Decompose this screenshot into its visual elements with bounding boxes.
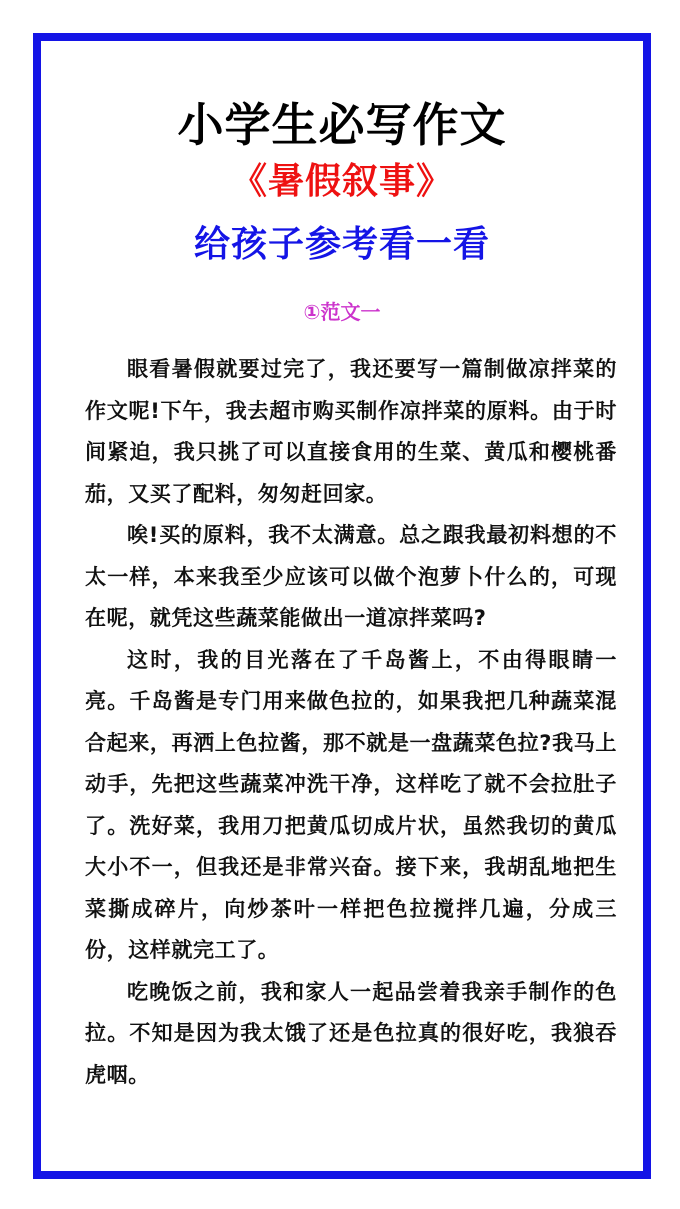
- sample-essay-label: ①范文一: [303, 300, 381, 324]
- essay-paragraph: 唉!买的原料，我不太满意。总之跟我最初料想的不太一样，本来我至少应该可以做个泡萝卜什么的，可现在呢，就凭这些蔬菜能做出一道凉拌菜吗?: [85, 523, 617, 630]
- essay-body: [85, 349, 617, 1096]
- page-subtitle: 给孩子参考看一看: [193, 224, 490, 265]
- essay-paragraph: 吃晚饭之前，我和家人一起品尝着我亲手制作的色拉。不知是因为我太饿了还是色拉真的很好吃，我狼吞虎咽。: [85, 979, 617, 1087]
- page-frame: [33, 33, 651, 1179]
- essay-paragraph: 这时，我的目光落在了千岛酱上，不由得眼睛一亮。千岛酱是专门用来做色拉的，如果我把几种蔬菜混合起来，再洒上色拉酱，那不就是一盘蔬菜色拉?我马上动手，先把这些蔬菜冲洗干净，这样吃了就不会拉肚子了。洗好菜，我用刀把黄瓜切成片状，虽然我切的黄瓜大小不一，但我还是非常兴奋。接下来，我胡乱地把生菜撕成碎片，向炒茶叶一样把色拉搅拌几遍，分成三份，这样就完工了。: [85, 647, 617, 962]
- page-title: 小学生必写作文: [177, 98, 507, 152]
- essay-topic-title: 《暑假叙事》: [230, 161, 453, 202]
- essay-paragraph: 眼看暑假就要过完了，我还要写一篇制做凉拌菜的作文呢!下午，我去超市购买制作凉拌菜的原料。由于时间紧迫，我只挑了可以直接食用的生菜、黄瓜和樱桃番茄，又买了配料，匆匆赶回家。: [85, 357, 617, 506]
